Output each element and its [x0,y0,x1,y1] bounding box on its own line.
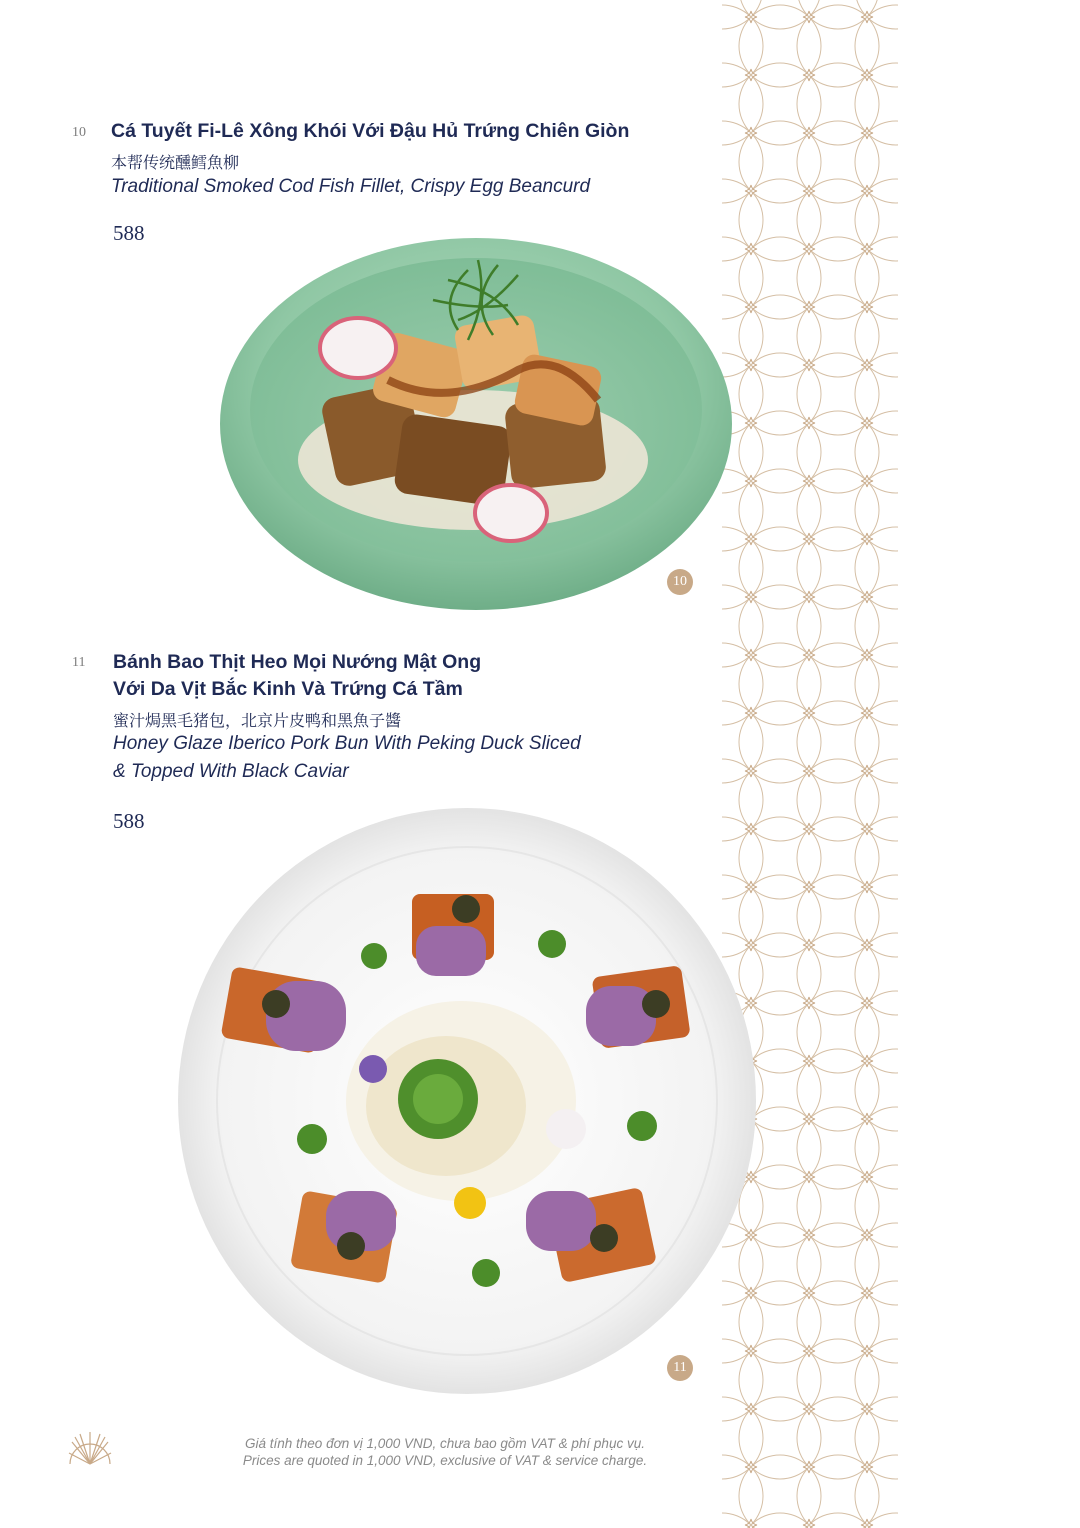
item-title-vietnamese: Cá Tuyết Fi-Lê Xông Khói Với Đậu Hủ Trứng Chiên Giòn [111,120,630,142]
item-title-vietnamese-line-1: Bánh Bao Thịt Heo Mọi Nướng Mật Ong [113,651,482,673]
item-title-english: Traditional Smoked Cod Fish Fillet, Crispy Egg Beancurd [111,176,591,197]
footer-price-note-english: Prices are quoted in 1,000 VND, exclusive of VAT & service charge. [242,1453,648,1468]
item-title-english-line-1: Honey Glaze Iberico Pork Bun With Peking Duck Sliced [113,733,581,754]
dish-photo-pork-bun [176,806,758,1396]
item-number: 10 [72,125,86,140]
item-title-english-line-2: & Topped With Black Caviar [113,761,349,782]
item-number: 11 [72,655,86,670]
item-title-chinese: 本帮传统醺鳕魚柳 [111,153,240,172]
footer-price-note-vietnamese: Giá tính theo đơn vị 1,000 VND, chưa bao gồm VAT & phí phục vụ. [245,1436,645,1451]
item-title-vietnamese-line-2: Với Da Vịt Bắc Kinh Và Trứng Cá Tầm [113,678,463,700]
photo-number-badge: 10 [667,569,693,595]
item-price: 588 [113,221,145,245]
photo-number-badge: 11 [667,1355,693,1381]
dish-photo-smoked-cod [218,230,734,614]
sunburst-logo-icon [68,1426,112,1466]
item-title-chinese: 蜜汁焗黑毛猪包，北京片皮鸭和黑魚子醬 [113,711,402,730]
item-price: 588 [113,809,145,833]
